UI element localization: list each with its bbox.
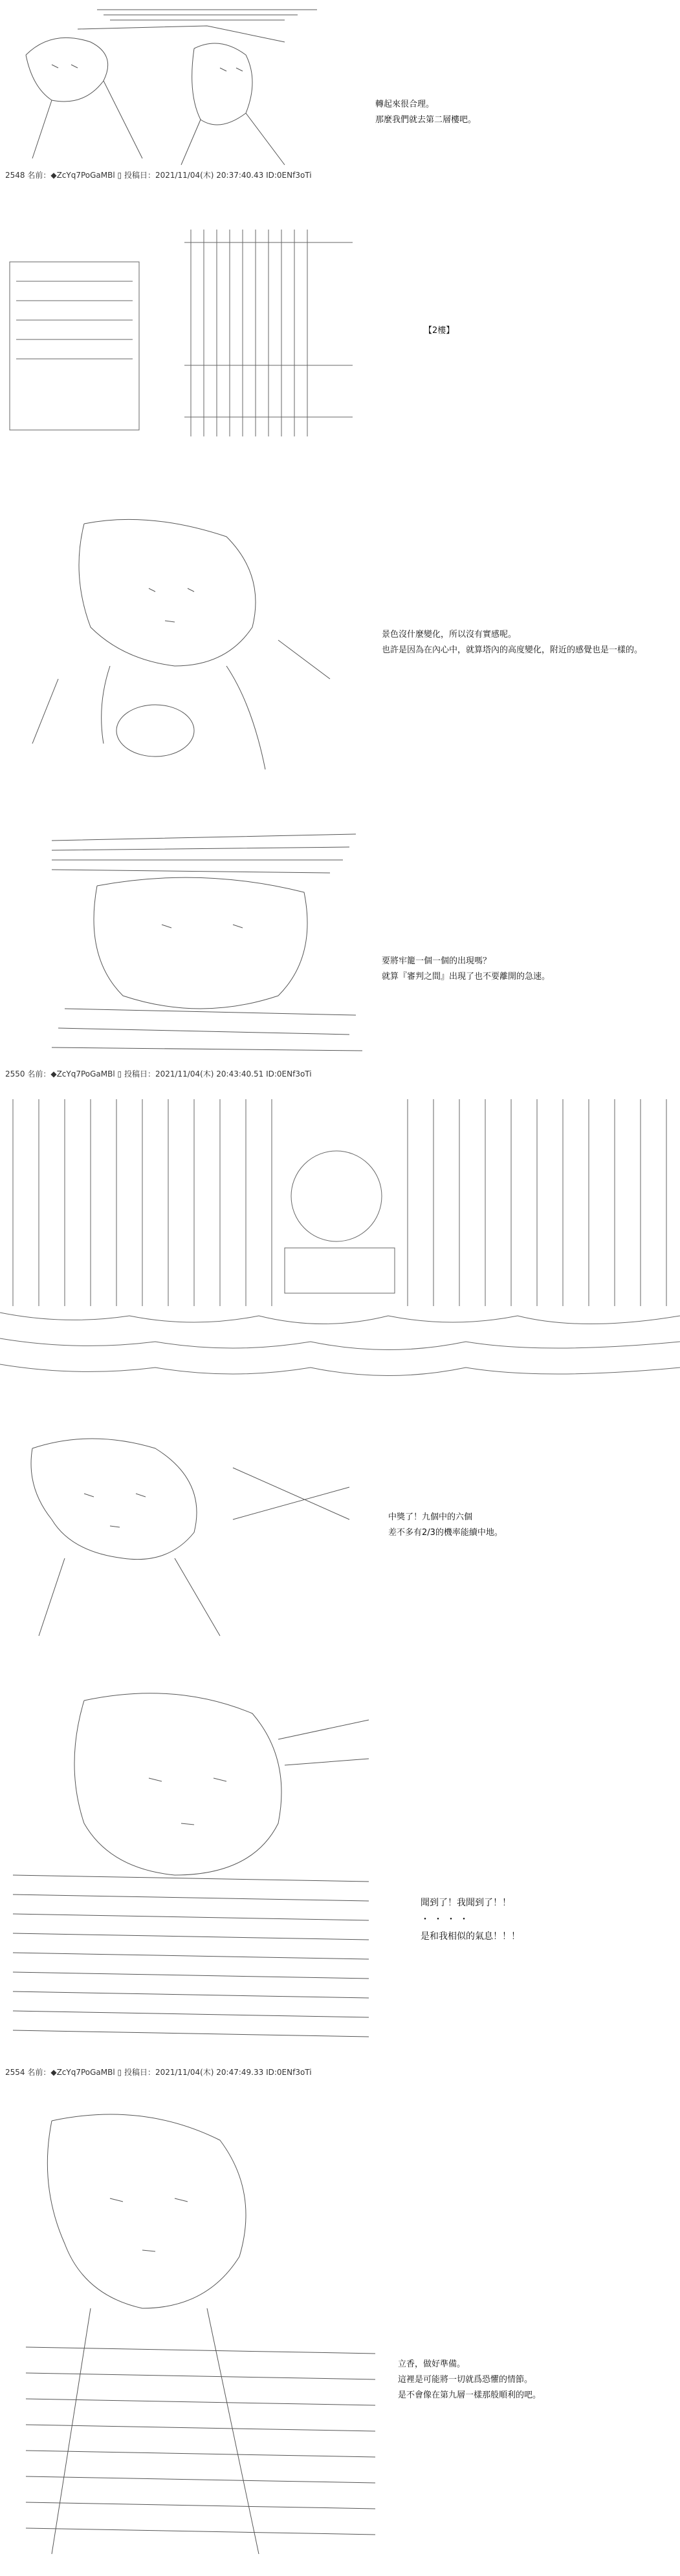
dialog-line: 景色沒什麼變化，所以沒有實感呢。 xyxy=(382,630,517,639)
dialog-line: 中獎了！九個中的六個 xyxy=(388,1512,473,1522)
panel-2 xyxy=(0,188,680,459)
dialog-line: 要將牢籠一個一個的出現嗎？ xyxy=(382,956,492,966)
dialog-line: 立香，做好準備。 xyxy=(398,2359,466,2369)
dialog-line: 就算『審判之間』出現了也不要離開的急速。 xyxy=(382,972,551,982)
panel-7 xyxy=(0,1675,680,2082)
post-header-2548: 2548 名前：◆ZcYq7PoGaMBl ▯ 投稿日：2021/11/04(木) 20:37:40.43 ID:0ENf3oTi xyxy=(5,171,312,180)
ascii-art-character-4 xyxy=(45,828,369,1054)
ascii-art-building-2 xyxy=(3,204,353,446)
dialog-4 xyxy=(382,954,550,985)
dialog-line: 也許是因為在內心中，就算塔內的高度變化，附近的感覺也是一樣的。 xyxy=(382,645,643,655)
dialog-3 xyxy=(382,627,642,658)
panel-4 xyxy=(0,821,680,1080)
panel-8 xyxy=(0,2095,680,2573)
dialog-line: 【2樓】 xyxy=(424,326,455,336)
ascii-art-character-3 xyxy=(19,511,356,782)
ascii-art-hall-5 xyxy=(0,1093,680,1397)
panel-6 xyxy=(0,1422,680,1649)
dialog-6 xyxy=(388,1510,503,1541)
panel-5 xyxy=(0,1093,680,1403)
dialog-8 xyxy=(398,2357,541,2403)
dialog-2 xyxy=(424,323,454,339)
dialog-line: 是和我相似的氣息！！！ xyxy=(421,1931,520,1942)
post-header-2550: 2550 名前：◆ZcYq7PoGaMBl ▯ 投稿日：2021/11/04(木) 20:43:40.51 ID:0ENf3oTi xyxy=(5,1069,312,1079)
dialog-line: 是不會像在第九層一樣那般順利的吧。 xyxy=(398,2390,542,2400)
dialog-1 xyxy=(375,97,476,128)
ascii-art-character-7 xyxy=(6,1681,375,2056)
dialog-line: 轉起來很合理。 xyxy=(375,100,435,109)
dialog-line: ・・・・ xyxy=(421,1915,472,1925)
ascii-art-character-8 xyxy=(13,2101,382,2567)
panel-1 xyxy=(0,0,680,180)
dialog-line: 這裡是可能將一切就爲恐懼的情節。 xyxy=(398,2375,533,2385)
ascii-art-characters-1 xyxy=(13,3,356,168)
ascii-art-character-6 xyxy=(13,1429,375,1642)
panel-3 xyxy=(0,511,680,802)
dialog-line: 聞到了！我聞到了！！ xyxy=(421,1898,511,1908)
dialog-line: 那麼我們就去第二層樓吧。 xyxy=(375,115,477,125)
post-header-2554: 2554 名前：◆ZcYq7PoGaMBl ▯ 投稿日：2021/11/04(木) 20:47:49.33 ID:0ENf3oTi xyxy=(5,2068,312,2077)
dialog-line: 差不多有2/3的機率能續中地。 xyxy=(388,1528,503,1538)
dialog-7 xyxy=(421,1894,520,1945)
